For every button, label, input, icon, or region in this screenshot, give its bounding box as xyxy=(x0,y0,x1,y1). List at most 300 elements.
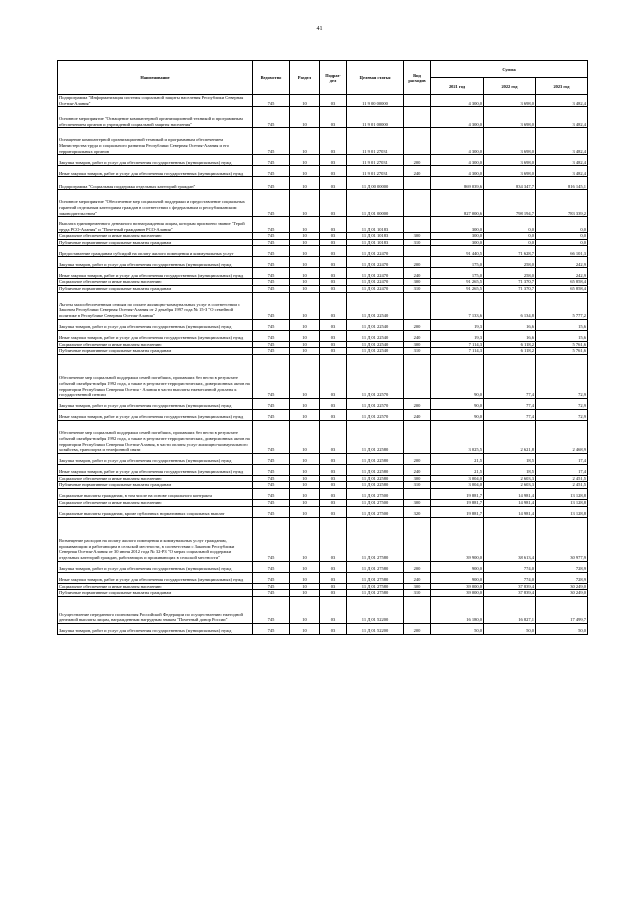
row-ministry: 745 xyxy=(253,348,290,355)
row-sum-2022: 14 981,4 xyxy=(484,506,536,517)
row-sum-2021: 3 025,5 xyxy=(431,420,484,453)
row-ministry: 745 xyxy=(253,590,290,597)
table-row xyxy=(58,177,588,190)
row-name: Иные закупки товаров, работ и услуг для обеспечения государственных (муниципальных) нужд xyxy=(58,464,253,475)
row-subsection: 03 xyxy=(320,596,347,623)
row-section: 10 xyxy=(290,257,320,268)
row-ministry: 745 xyxy=(253,596,290,623)
row-target-article: 11 Д 01 52200 xyxy=(347,596,404,623)
table-row xyxy=(58,239,588,246)
row-sum-2023: 65 858,4 xyxy=(536,279,588,286)
row-subsection: 03 xyxy=(320,239,347,246)
table-row xyxy=(58,354,588,398)
row-sum-2023: 0,0 xyxy=(536,239,588,246)
row-section: 10 xyxy=(290,233,320,240)
row-expense-type: 300 xyxy=(404,475,431,482)
row-target-article: 11 Д 01 22580 xyxy=(347,453,404,464)
row-target-article: 11 9 01 27031 xyxy=(347,166,404,177)
row-target-article: 11 Д 01 22470 xyxy=(347,285,404,292)
row-target-article: 11 Д 01 00000 xyxy=(347,190,404,217)
row-subsection: 03 xyxy=(320,177,347,190)
row-ministry: 745 xyxy=(253,453,290,464)
row-expense-type: 300 xyxy=(404,279,431,286)
table-row xyxy=(58,475,588,482)
row-ministry: 745 xyxy=(253,190,290,217)
row-subsection: 03 xyxy=(320,453,347,464)
row-sum-2023: 5 761,6 xyxy=(536,348,588,355)
row-ministry: 745 xyxy=(253,341,290,348)
row-target-article: 11 Д 01 10183 xyxy=(347,233,404,240)
row-sum-2022: 71 370,7 xyxy=(484,279,536,286)
row-section: 10 xyxy=(290,475,320,482)
row-target-article: 11 Д 01 22470 xyxy=(347,268,404,279)
row-ministry: 745 xyxy=(253,155,290,166)
row-sum-2021: 91 265,5 xyxy=(431,279,484,286)
row-sum-2022: 38 613,4 xyxy=(484,517,536,561)
row-section: 10 xyxy=(290,348,320,355)
row-ministry: 745 xyxy=(253,292,290,319)
row-expense-type xyxy=(404,596,431,623)
row-sum-2023: 5 777,2 xyxy=(536,292,588,319)
row-ministry: 745 xyxy=(253,561,290,572)
row-ministry: 745 xyxy=(253,239,290,246)
row-sum-2022: 2 621,8 xyxy=(484,420,536,453)
row-sum-2023: 0,0 xyxy=(536,233,588,240)
row-sum-2021: 827 000,6 xyxy=(431,190,484,217)
row-sum-2022: 16,6 xyxy=(484,330,536,341)
row-name: Обеспечение мер социальной поддержки семей погибших, пропавших без вести в результате событий октября-ноября 1992 года, а также в результате террористических, диверсионных актов на территории Республики Северная Осетия - Алания в части выплаты ежемесячной доплаты к государственной пенсии xyxy=(58,354,253,398)
row-subsection: 03 xyxy=(320,233,347,240)
row-sum-2022: 16 827,1 xyxy=(484,596,536,623)
row-sum-2021: 19,3 xyxy=(431,319,484,330)
row-section: 10 xyxy=(290,246,320,257)
row-name: Социальные выплаты гражданам, в том числе на основе социального контракта xyxy=(58,488,253,499)
row-ministry: 745 xyxy=(253,330,290,341)
table-row xyxy=(58,155,588,166)
row-sum-2023: 242,9 xyxy=(536,257,588,268)
row-sum-2022: 2 603,3 xyxy=(484,475,536,482)
row-sum-2022: 18,5 xyxy=(484,453,536,464)
table-row xyxy=(58,348,588,355)
row-target-article: 11 9 00 00000 xyxy=(347,95,404,107)
row-expense-type: 300 xyxy=(404,341,431,348)
row-sum-2022: 18,5 xyxy=(484,464,536,475)
row-sum-2022: 258,0 xyxy=(484,268,536,279)
row-sum-2021: 300,0 xyxy=(431,217,484,233)
row-section: 10 xyxy=(290,596,320,623)
table-row xyxy=(58,268,588,279)
row-name: Оснащение компьютерной организационной техникой и программным обеспечением Министерства труда и социального развития Республики Северная Осетия-Алания и его территориальных органов xyxy=(58,128,253,155)
table-row xyxy=(58,292,588,319)
row-subsection: 03 xyxy=(320,285,347,292)
table-row xyxy=(58,590,588,597)
row-section: 10 xyxy=(290,107,320,128)
row-section: 10 xyxy=(290,330,320,341)
row-expense-type: 200 xyxy=(404,453,431,464)
row-sum-2021: 4 300,0 xyxy=(431,107,484,128)
header-subsection: Подраз- дел xyxy=(320,61,347,95)
row-expense-type: 240 xyxy=(404,464,431,475)
row-sum-2022: 3 698,0 xyxy=(484,155,536,166)
row-section: 10 xyxy=(290,409,320,420)
row-subsection: 03 xyxy=(320,128,347,155)
row-sum-2023: 13 128,8 xyxy=(536,499,588,506)
row-subsection: 03 xyxy=(320,107,347,128)
row-section: 10 xyxy=(290,155,320,166)
table-row xyxy=(58,482,588,489)
row-expense-type: 200 xyxy=(404,398,431,409)
row-ministry: 745 xyxy=(253,257,290,268)
row-subsection: 03 xyxy=(320,398,347,409)
row-expense-type xyxy=(404,488,431,499)
row-section: 10 xyxy=(290,177,320,190)
row-ministry: 745 xyxy=(253,420,290,453)
row-section: 10 xyxy=(290,268,320,279)
row-name: Социальное обеспечение и иные выплаты населению xyxy=(58,499,253,506)
row-ministry: 745 xyxy=(253,572,290,583)
row-target-article: 11 Д 01 27580 xyxy=(347,572,404,583)
row-expense-type: 240 xyxy=(404,268,431,279)
row-target-article: 11 Д 01 22470 xyxy=(347,246,404,257)
row-expense-type: 200 xyxy=(404,623,431,634)
row-expense-type: 310 xyxy=(404,348,431,355)
table-row xyxy=(58,319,588,330)
row-target-article: 11 Д 01 27500 xyxy=(347,499,404,506)
row-sum-2023: 72,9 xyxy=(536,398,588,409)
row-section: 10 xyxy=(290,561,320,572)
table-row xyxy=(58,233,588,240)
row-sum-2021: 39 900,0 xyxy=(431,517,484,561)
header-section: Раздел xyxy=(290,61,320,95)
row-sum-2021: 90,0 xyxy=(431,354,484,398)
row-section: 10 xyxy=(290,517,320,561)
row-section: 10 xyxy=(290,285,320,292)
row-sum-2022: 0,0 xyxy=(484,239,536,246)
row-sum-2023: 816 145,1 xyxy=(536,177,588,190)
row-name: Социальные выплаты гражданам, кроме публичных нормативных социальных выплат xyxy=(58,506,253,517)
row-subsection: 03 xyxy=(320,506,347,517)
row-sum-2021: 4 300,0 xyxy=(431,95,484,107)
row-name: Подпрограмма "Информатизация системы социальной защиты населения Республики Северная Осетия-Алания" xyxy=(58,95,253,107)
row-sum-2023: 30 977,9 xyxy=(536,517,588,561)
row-section: 10 xyxy=(290,341,320,348)
table-row xyxy=(58,420,588,453)
row-name: Социальное обеспечение и иные выплаты населению xyxy=(58,583,253,590)
row-sum-2022: 77,4 xyxy=(484,409,536,420)
row-section: 10 xyxy=(290,583,320,590)
row-target-article: 11 Д 01 52200 xyxy=(347,623,404,634)
row-section: 10 xyxy=(290,128,320,155)
row-expense-type: 300 xyxy=(404,583,431,590)
row-expense-type xyxy=(404,246,431,257)
row-target-article: 11 Д 01 10183 xyxy=(347,217,404,233)
row-ministry: 745 xyxy=(253,233,290,240)
row-name: Обеспечение мер социальной поддержки семей погибших, пропавших без вести в результате событий октября-ноября 1992 года, а также в результате террористических, диверсионных актов на территории Республики Северная Осетия-Алания, в части оплаты услуг жилищно-коммунального хозяйства, транспорта и телефонной связи xyxy=(58,420,253,453)
row-name: Закупка товаров, работ и услуг для обеспечения государственных (муниципальных) нужд xyxy=(58,257,253,268)
row-target-article: 11 Д 01 22540 xyxy=(347,330,404,341)
row-sum-2021: 39 000,0 xyxy=(431,583,484,590)
row-sum-2021: 4 300,0 xyxy=(431,155,484,166)
row-sum-2021: 90,0 xyxy=(431,398,484,409)
row-sum-2021: 16 180,0 xyxy=(431,596,484,623)
row-sum-2022: 258,0 xyxy=(484,257,536,268)
row-target-article: 11 Д 01 22470 xyxy=(347,279,404,286)
row-subsection: 03 xyxy=(320,348,347,355)
row-section: 10 xyxy=(290,217,320,233)
row-sum-2022: 77,4 xyxy=(484,354,536,398)
row-target-article: 11 9 01 00000 xyxy=(347,107,404,128)
row-sum-2023: 17,4 xyxy=(536,453,588,464)
row-ministry: 745 xyxy=(253,268,290,279)
table-row xyxy=(58,217,588,233)
header-expense-type: Вид расходов xyxy=(404,61,431,95)
row-sum-2023: 728,9 xyxy=(536,572,588,583)
row-sum-2022: 2 603,3 xyxy=(484,482,536,489)
row-subsection: 03 xyxy=(320,583,347,590)
row-subsection: 03 xyxy=(320,623,347,634)
table-row xyxy=(58,398,588,409)
row-expense-type xyxy=(404,517,431,561)
row-subsection: 03 xyxy=(320,420,347,453)
row-ministry: 745 xyxy=(253,409,290,420)
row-expense-type xyxy=(404,107,431,128)
row-target-article: 11 Д 01 22570 xyxy=(347,354,404,398)
table-row xyxy=(58,246,588,257)
row-sum-2022: 798 194,7 xyxy=(484,190,536,217)
table-row xyxy=(58,285,588,292)
row-name: Социальное обеспечение и иные выплаты населению xyxy=(58,341,253,348)
row-subsection: 03 xyxy=(320,354,347,398)
row-expense-type xyxy=(404,292,431,319)
row-name: Публичные нормативные социальные выплаты гражданам xyxy=(58,348,253,355)
row-ministry: 745 xyxy=(253,95,290,107)
row-ministry: 745 xyxy=(253,107,290,128)
row-sum-2021: 7 133,6 xyxy=(431,292,484,319)
row-expense-type: 310 xyxy=(404,590,431,597)
header-year-2023: 2023 год xyxy=(536,78,588,95)
row-target-article: 11 Д 01 22580 xyxy=(347,464,404,475)
row-section: 10 xyxy=(290,292,320,319)
table-row xyxy=(58,499,588,506)
row-expense-type: 300 xyxy=(404,233,431,240)
row-sum-2023: 2 468,9 xyxy=(536,420,588,453)
row-target-article: 11 Д 01 22570 xyxy=(347,409,404,420)
budget-table xyxy=(57,60,588,635)
row-sum-2021: 19 881,7 xyxy=(431,499,484,506)
row-subsection: 03 xyxy=(320,257,347,268)
row-name: Социальное обеспечение и иные выплаты населению xyxy=(58,279,253,286)
row-sum-2023: 783 339,2 xyxy=(536,190,588,217)
header-target-article: Целевая статья xyxy=(347,61,404,95)
row-sum-2023: 3 482,4 xyxy=(536,155,588,166)
row-section: 10 xyxy=(290,354,320,398)
row-name: Подпрограмма "Социальная поддержка отдельных категорий граждан" xyxy=(58,177,253,190)
row-target-article: 11 Д 01 22540 xyxy=(347,348,404,355)
row-expense-type: 200 xyxy=(404,155,431,166)
row-target-article: 11 Д 01 22580 xyxy=(347,420,404,453)
row-sum-2022: 37 839,4 xyxy=(484,590,536,597)
row-ministry: 745 xyxy=(253,166,290,177)
row-expense-type xyxy=(404,354,431,398)
header-name: Наименование xyxy=(58,61,253,95)
row-sum-2023: 65 858,4 xyxy=(536,285,588,292)
row-subsection: 03 xyxy=(320,166,347,177)
row-sum-2022: 6 118,2 xyxy=(484,341,536,348)
row-expense-type: 310 xyxy=(404,482,431,489)
table-row xyxy=(58,488,588,499)
page-number: 41 xyxy=(316,26,323,32)
row-sum-2021: 3 004,0 xyxy=(431,475,484,482)
row-sum-2021: 3 004,0 xyxy=(431,482,484,489)
row-sum-2022: 774,0 xyxy=(484,561,536,572)
row-name: Иные закупки товаров, работ и услуг для обеспечения государственных (муниципальных) нужд xyxy=(58,409,253,420)
row-sum-2022: 77,4 xyxy=(484,398,536,409)
row-sum-2022: 16,6 xyxy=(484,319,536,330)
table-row xyxy=(58,166,588,177)
row-target-article: 11 Д 01 22540 xyxy=(347,341,404,348)
row-ministry: 745 xyxy=(253,482,290,489)
row-name: Иные закупки товаров, работ и услуг для обеспечения государственных (муниципальных) нужд xyxy=(58,166,253,177)
table-row xyxy=(58,279,588,286)
row-name: Предоставление гражданам субсидий на оплату жилого помещения и коммунальных услуг xyxy=(58,246,253,257)
row-name: Иные закупки товаров, работ и услуг для обеспечения государственных (муниципальных) нужд xyxy=(58,268,253,279)
row-target-article: 11 Д 01 27580 xyxy=(347,517,404,561)
row-expense-type: 240 xyxy=(404,572,431,583)
row-target-article: 11 Д 01 22540 xyxy=(347,292,404,319)
row-sum-2022: 14 981,4 xyxy=(484,499,536,506)
table-row xyxy=(58,107,588,128)
row-subsection: 03 xyxy=(320,341,347,348)
row-sum-2023: 3 482,4 xyxy=(536,166,588,177)
row-sum-2023: 30 249,0 xyxy=(536,583,588,590)
table-row xyxy=(58,330,588,341)
row-section: 10 xyxy=(290,623,320,634)
row-sum-2022: 774,0 xyxy=(484,572,536,583)
row-subsection: 03 xyxy=(320,482,347,489)
row-expense-type xyxy=(404,95,431,107)
table-row xyxy=(58,517,588,561)
row-ministry: 745 xyxy=(253,475,290,482)
row-ministry: 745 xyxy=(253,623,290,634)
row-sum-2021: 19 881,7 xyxy=(431,506,484,517)
row-subsection: 03 xyxy=(320,246,347,257)
header-year-2022: 2022 год xyxy=(484,78,536,95)
row-target-article: 11 Д 01 22580 xyxy=(347,482,404,489)
row-sum-2021: 50,0 xyxy=(431,623,484,634)
row-sum-2022: 3 698,0 xyxy=(484,166,536,177)
row-expense-type: 310 xyxy=(404,239,431,246)
row-sum-2022: 71 628,7 xyxy=(484,246,536,257)
row-sum-2022: 71 370,7 xyxy=(484,285,536,292)
row-expense-type: 200 xyxy=(404,319,431,330)
row-subsection: 03 xyxy=(320,155,347,166)
row-ministry: 745 xyxy=(253,488,290,499)
row-sum-2021: 21,5 xyxy=(431,453,484,464)
row-subsection: 03 xyxy=(320,488,347,499)
row-sum-2023: 3 482,4 xyxy=(536,95,588,107)
row-name: Социальное обеспечение и иные выплаты населению xyxy=(58,475,253,482)
table-row xyxy=(58,257,588,268)
row-ministry: 745 xyxy=(253,354,290,398)
row-ministry: 745 xyxy=(253,464,290,475)
row-expense-type xyxy=(404,128,431,155)
row-section: 10 xyxy=(290,590,320,597)
row-sum-2023: 0,0 xyxy=(536,217,588,233)
row-expense-type: 240 xyxy=(404,409,431,420)
row-sum-2022: 14 981,4 xyxy=(484,488,536,499)
row-section: 10 xyxy=(290,482,320,489)
row-sum-2021: 90,0 xyxy=(431,409,484,420)
row-section: 10 xyxy=(290,166,320,177)
row-sum-2023: 30 249,0 xyxy=(536,590,588,597)
table-row xyxy=(58,341,588,348)
row-name: Иные закупки товаров, работ и услуг для обеспечения государственных (муниципальных) нужд xyxy=(58,330,253,341)
table-row xyxy=(58,95,588,107)
row-name: Публичные нормативные социальные выплаты гражданам xyxy=(58,482,253,489)
row-ministry: 745 xyxy=(253,517,290,561)
row-subsection: 03 xyxy=(320,475,347,482)
row-expense-type: 240 xyxy=(404,166,431,177)
row-expense-type xyxy=(404,217,431,233)
row-sum-2023: 242,9 xyxy=(536,268,588,279)
row-ministry: 745 xyxy=(253,583,290,590)
row-target-article: 11 Д 01 27500 xyxy=(347,506,404,517)
row-sum-2023: 728,9 xyxy=(536,561,588,572)
row-section: 10 xyxy=(290,190,320,217)
table-row xyxy=(58,128,588,155)
row-subsection: 03 xyxy=(320,409,347,420)
row-sum-2023: 3 482,4 xyxy=(536,128,588,155)
row-sum-2023: 3 482,4 xyxy=(536,107,588,128)
row-expense-type xyxy=(404,190,431,217)
row-name: Закупка товаров, работ и услуг для обеспечения государственных (муниципальных) нужд xyxy=(58,623,253,634)
row-sum-2021: 39 000,0 xyxy=(431,590,484,597)
row-section: 10 xyxy=(290,488,320,499)
row-subsection: 03 xyxy=(320,561,347,572)
row-section: 10 xyxy=(290,499,320,506)
row-name: Основное мероприятие "Оснащение компьютерной организационной техникой и программным обеспечением органов и учреждений социальной защиты населения" xyxy=(58,107,253,128)
row-expense-type xyxy=(404,177,431,190)
row-sum-2023: 17 499,7 xyxy=(536,596,588,623)
row-sum-2023: 50,0 xyxy=(536,623,588,634)
row-name: Осуществление переданного полномочия Российской Федерации по осуществлению ежегодной денежной выплаты лицам, награжденным нагрудным знаком "Почетный донор России" xyxy=(58,596,253,623)
row-name: Закупка товаров, работ и услуг для обеспечения государственных (муниципальных) нужд xyxy=(58,155,253,166)
row-expense-type: 320 xyxy=(404,506,431,517)
row-sum-2021: 175,0 xyxy=(431,268,484,279)
header-ministry: Ведомство xyxy=(253,61,290,95)
row-subsection: 03 xyxy=(320,95,347,107)
row-sum-2022: 3 698,0 xyxy=(484,128,536,155)
row-subsection: 03 xyxy=(320,572,347,583)
row-name: Публичные нормативные социальные выплаты гражданам xyxy=(58,285,253,292)
row-sum-2021: 4 300,0 xyxy=(431,166,484,177)
row-target-article: 11 Д 01 27500 xyxy=(347,488,404,499)
row-section: 10 xyxy=(290,464,320,475)
row-sum-2021: 91 440,5 xyxy=(431,246,484,257)
row-target-article: 11 Д 01 10183 xyxy=(347,239,404,246)
row-sum-2023: 72,9 xyxy=(536,354,588,398)
row-ministry: 745 xyxy=(253,177,290,190)
table-row xyxy=(58,409,588,420)
row-ministry: 745 xyxy=(253,398,290,409)
row-name: Закупка товаров, работ и услуг для обеспечения государственных (муниципальных) нужд xyxy=(58,319,253,330)
row-sum-2021: 300,0 xyxy=(431,239,484,246)
row-subsection: 03 xyxy=(320,590,347,597)
row-expense-type xyxy=(404,420,431,453)
row-sum-2021: 19 881,7 xyxy=(431,488,484,499)
row-subsection: 03 xyxy=(320,319,347,330)
table-row xyxy=(58,561,588,572)
